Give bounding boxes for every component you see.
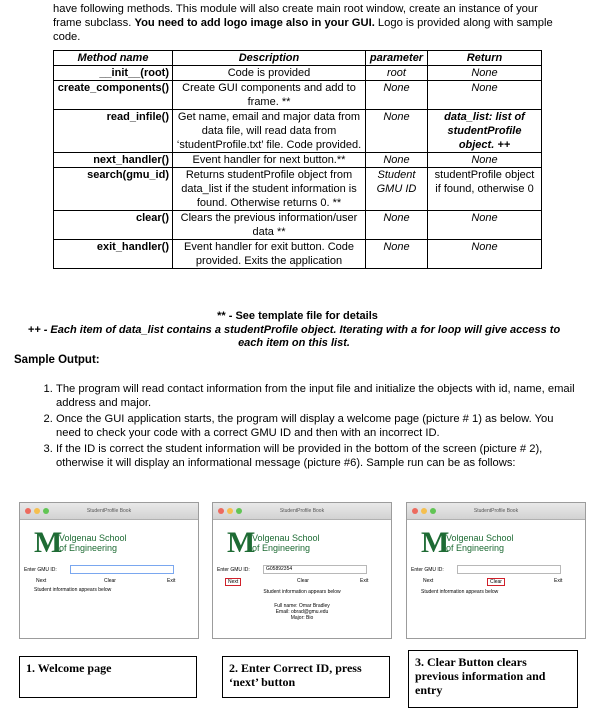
logo-line-2: of Engineering [252, 543, 311, 553]
caption-3: 3. Clear Button clears previous information and entry [408, 650, 578, 708]
logo [421, 527, 531, 561]
intro-paragraph [53, 2, 553, 44]
clear-button[interactable]: Clear [297, 578, 309, 584]
methods-table [53, 50, 542, 269]
minimize-dot-icon [34, 508, 40, 514]
screenshot-correct-id [212, 502, 392, 639]
screenshot-welcome [19, 502, 199, 639]
method-parameter: Student GMU ID [366, 168, 428, 211]
list-item: 3. If the ID is correct the student information will be provided in the bottom of the screen (picture # 2), otherwise it will display an informational message (picture #6). Sample run can be as follows: [56, 442, 576, 470]
student-major: Major: Bio [290, 615, 314, 621]
maximize-dot-icon [430, 508, 436, 514]
header-return: Return [428, 51, 542, 66]
next-button[interactable]: Next [36, 578, 47, 584]
logo-m-icon: M [421, 526, 450, 559]
intro-text-1: have following methods. This module will also create main root window, create an instance of your frame subclass. [53, 3, 538, 29]
method-name: __init__(root) [54, 66, 173, 81]
table-header-row [54, 51, 542, 66]
method-description: Clears the previous information/user data ** [173, 211, 366, 240]
student-name: Full name: Omar Bradley [274, 603, 330, 609]
logo-line-2: of Engineering [59, 543, 118, 553]
table-row [54, 240, 542, 269]
method-return: None [428, 240, 542, 269]
exit-button[interactable]: Exit [167, 578, 176, 584]
method-description: Get name, email and major data from data file, will read data from ‘studentProfile.txt’ file. Code provided. [173, 110, 366, 153]
clear-button[interactable]: Clear [487, 578, 505, 586]
logo-line-1: Volgenau School [252, 533, 320, 543]
table-row [54, 211, 542, 240]
logo-m-icon: M [227, 526, 256, 559]
next-button[interactable]: Next [225, 578, 241, 586]
exit-button[interactable]: Exit [554, 578, 563, 584]
table-row [54, 168, 542, 211]
method-return: studentProfile object if found, otherwise 0 [428, 168, 542, 211]
method-parameter: None [366, 153, 428, 168]
method-parameter: None [366, 110, 428, 153]
sample-output-heading: Sample Output: [14, 354, 100, 366]
method-parameter: None [366, 81, 428, 110]
clear-button[interactable]: Clear [104, 578, 116, 584]
intro-text-bold: You need to add logo image also in your GUI. [134, 17, 375, 29]
info-label: Student information appears below [421, 589, 499, 595]
table-row [54, 66, 542, 81]
id-label: Enter GMU ID: [411, 567, 444, 573]
window-title: StudentProfile Book [279, 508, 325, 514]
method-name: next_handler() [54, 153, 173, 168]
method-return: data_list: list of studentProfile object. ++ [428, 110, 542, 153]
method-return: None [428, 66, 542, 81]
header-description: Description [173, 51, 366, 66]
steps-list [38, 382, 576, 472]
method-name: clear() [54, 211, 173, 240]
method-return: None [428, 211, 542, 240]
id-label: Enter GMU ID: [24, 567, 57, 573]
method-return: None [428, 81, 542, 110]
window-titlebar [20, 503, 198, 520]
logo [227, 527, 337, 561]
method-description: Event handler for next button.** [173, 153, 366, 168]
window-titlebar [407, 503, 585, 520]
table-row [54, 81, 542, 110]
method-description: Returns studentProfile object from data_list if the student information is found. Otherwise returns 0. ** [173, 168, 366, 211]
intro-text-3: Logo is provided along with sample code. [53, 17, 553, 43]
close-dot-icon [25, 508, 31, 514]
id-label: Enter GMU ID: [217, 567, 250, 573]
info-label: Student information appears below [263, 589, 341, 595]
id-input[interactable] [457, 565, 561, 574]
window-title: StudentProfile Book [473, 508, 519, 514]
method-description: Code is provided [173, 66, 366, 81]
student-email: Email: obrad@gmu.edu [275, 609, 329, 615]
close-dot-icon [412, 508, 418, 514]
plus-note: ++ - Each item of data_list contains a studentProfile object. Iterating with a for loop will give access to each item on this list. [27, 324, 561, 349]
logo-m-icon: M [34, 526, 63, 559]
info-label: Student information appears below [34, 587, 112, 593]
list-item: 2. Once the GUI application starts, the program will display a welcome page (picture # 1) as below. You need to check your code with a correct GMU ID and then with an incorrect ID. [56, 412, 576, 440]
header-parameter: parameter [366, 51, 428, 66]
caption-1: 1. Welcome page [19, 656, 197, 698]
table-row [54, 153, 542, 168]
id-input[interactable]: G05892354 [263, 565, 367, 574]
caption-2: 2. Enter Correct ID, press ‘next’ button [222, 656, 390, 698]
method-name: search(gmu_id) [54, 168, 173, 211]
window-titlebar [213, 503, 391, 520]
minimize-dot-icon [227, 508, 233, 514]
table-row [54, 110, 542, 153]
maximize-dot-icon [236, 508, 242, 514]
method-parameter: root [366, 66, 428, 81]
id-input[interactable] [70, 565, 174, 574]
method-name: create_components() [54, 81, 173, 110]
maximize-dot-icon [43, 508, 49, 514]
method-parameter: None [366, 240, 428, 269]
logo-line-1: Volgenau School [446, 533, 514, 543]
exit-button[interactable]: Exit [360, 578, 369, 584]
list-item: 1. The program will read contact information from the input file and initialize the objects with id, name, email address and major. [56, 382, 576, 410]
method-description: Event handler for exit button. Code provided. Exits the application [173, 240, 366, 269]
next-button[interactable]: Next [423, 578, 434, 584]
template-note: ** - See template file for details [217, 310, 378, 322]
method-name: exit_handler() [54, 240, 173, 269]
method-return: None [428, 153, 542, 168]
screenshot-clear [406, 502, 586, 639]
close-dot-icon [218, 508, 224, 514]
logo-line-2: of Engineering [446, 543, 505, 553]
window-title: StudentProfile Book [86, 508, 132, 514]
header-method-name: Method name [54, 51, 173, 66]
logo [34, 527, 144, 561]
logo-line-1: Volgenau School [59, 533, 127, 543]
minimize-dot-icon [421, 508, 427, 514]
method-parameter: None [366, 211, 428, 240]
method-description: Create GUI components and add to frame. ** [173, 81, 366, 110]
method-name: read_infile() [54, 110, 173, 153]
